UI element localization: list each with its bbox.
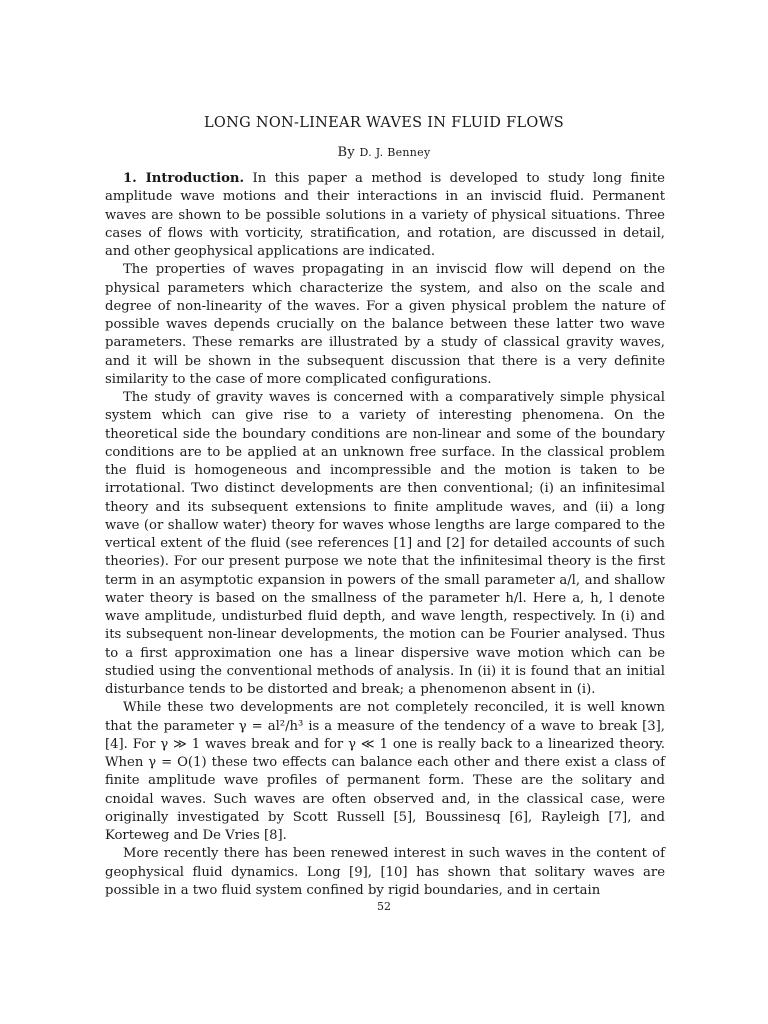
- section-heading: 1. Introduction.: [123, 171, 245, 186]
- body-text: [105, 170, 665, 900]
- paragraph-4: While these two developments are not completely reconciled, it is well known that the parameter γ = al²/h³ is a measure of the tendency of a wave to break [3], [4]. For γ ≫ 1 waves break and for γ ≪ 1 one is really back to a linearized theory. When γ = O(1) these two effects can balance each other and there exist a class of finite amplitude wave profiles of permanent form. These are the solitary and cnoidal waves. Such waves are often observed and, in the classical case, were originally investigated by Scott Russell [5], Boussinesq [6], Rayleigh [7], and Korteweg and De Vries [8].: [105, 700, 665, 843]
- author-name: D. J. Benney: [359, 146, 431, 159]
- paragraph-3: The study of gravity waves is concerned with a comparatively simple physical system which can give rise to a variety of interesting phenomena. On the theoretical side the boundary conditions are non-linear and some of the boundary conditions are to be applied at an unknown free surface. In the classical problem the fluid is homogeneous and incompressible and the motion is taken to be irrotational. Two distinct developments are then conventional; (i) an infinitesimal theory and its subsequent extensions to finite amplitude waves, and (ii) a long wave (or shallow water) theory for waves whose lengths are large compared to the vertical extent of the fluid (see references [1] and [2] for detailed accounts of such theories). For our present purpose we note that the infinitesimal theory is the first term in an asymptotic expansion in powers of the small parameter a/l, and shallow water theory is based on the smallness of the parameter h/l. Here a, h, l denote wave amplitude, undisturbed fluid depth, and wave length, respectively. In (i) and its subsequent non-linear developments, the motion can be Fourier analysed. Thus to a first approximation one has a linear dispersive wave motion which can be studied using the conventional methods of analysis. In (ii) it is found that an initial disturbance tends to be distorted and break; a phenomenon absent in (i).: [105, 390, 665, 697]
- byline-by: By: [337, 145, 355, 160]
- paragraph-5: More recently there has been renewed interest in such waves in the content of geophysical fluid dynamics. Long [9], [10] has shown that solitary waves are possible in a two fluid system confined by rigid boundaries, and in certain: [105, 846, 665, 898]
- paragraph-1-text: In this paper a method is developed to study long finite amplitude wave motions and their interactions in an inviscid fluid. Permanent waves are shown to be possible solutions in a variety of physical situations. Three cases of flows with vorticity, stratification, and rotation, are discussed in detail, and other geophysical applications are indicated.: [105, 171, 665, 259]
- paragraph-1: [105, 170, 665, 261]
- paragraph-2: The properties of waves propagating in an inviscid flow will depend on the physical parameters which characterize the system, and also on the scale and degree of non-linearity of the waves. For a given physical problem the nature of possible waves depends crucially on the balance between these latter two wave parameters. These remarks are illustrated by a study of classical gravity waves, and it will be shown in the subsequent discussion that there is a very definite similarity to the case of more complicated configurations.: [105, 262, 665, 387]
- page-number: 52: [377, 900, 391, 913]
- author-byline: [0, 145, 768, 160]
- paper-title: LONG NON-LINEAR WAVES IN FLUID FLOWS: [203, 115, 565, 131]
